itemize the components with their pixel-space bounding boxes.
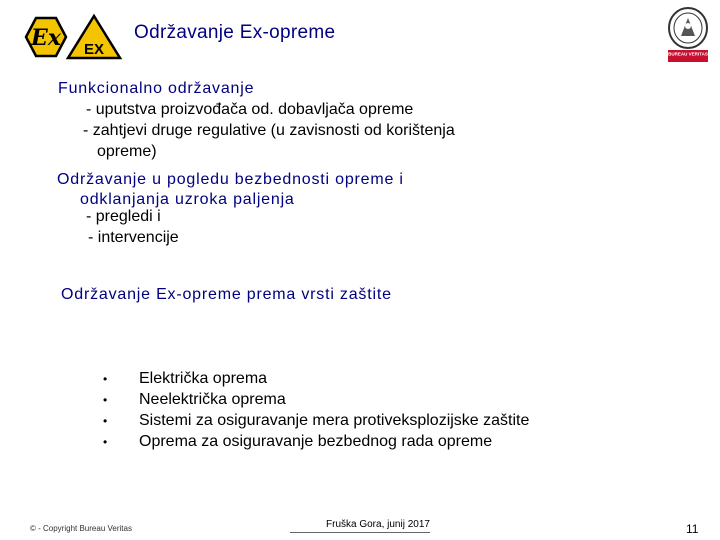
footer-divider <box>290 532 430 533</box>
bureau-veritas-logo-icon <box>665 6 711 64</box>
slide-title: Održavanje Ex-opreme <box>134 22 336 43</box>
section-functional-heading: Funkcionalno održavanje <box>58 80 255 97</box>
bullet-marker: • <box>103 414 108 428</box>
bullet-marker: • <box>103 435 108 449</box>
functional-item-3: opreme) <box>97 143 157 160</box>
safety-item-1: - pregledi i <box>86 208 161 225</box>
functional-item-2: - zahtjevi druge regulative (u zavisnosti od korištenja <box>83 122 455 139</box>
section-safety-heading-line2: odklanjanja uzroka paljenja <box>80 191 295 208</box>
section-protection-heading: Održavanje Ex-opreme prema vrsti zaštite <box>61 286 392 303</box>
safety-item-2: - intervencije <box>88 229 179 246</box>
bv-logo-text: BUREAU VERITAS <box>668 51 708 57</box>
section-safety-heading-line1: Održavanje u pogledu bezbednosti opreme i <box>57 171 404 188</box>
ex-explosion-logo-icon <box>22 12 122 62</box>
footer-copyright: © - Copyright Bureau Veritas <box>30 524 132 533</box>
protection-bullet-3: Sistemi za osiguravanje mera protiveksplozijske zaštite <box>139 412 530 429</box>
functional-item-1: - uputstva proizvođača od. dobavljača opreme <box>86 101 414 118</box>
ex-sign-text: EX <box>83 41 105 58</box>
protection-bullet-4: Oprema za osiguravanje bezbednog rada opreme <box>139 433 493 450</box>
svg-text:Ex: Ex <box>31 25 61 51</box>
bullet-marker: • <box>103 372 108 386</box>
protection-bullet-2: Neelektrička oprema <box>139 391 286 408</box>
protection-bullet-1: Električka oprema <box>139 370 268 387</box>
bullet-marker: • <box>103 393 108 407</box>
page-number: 11 <box>686 522 699 536</box>
footer-location-date: Fruška Gora, junij 2017 <box>326 519 430 530</box>
